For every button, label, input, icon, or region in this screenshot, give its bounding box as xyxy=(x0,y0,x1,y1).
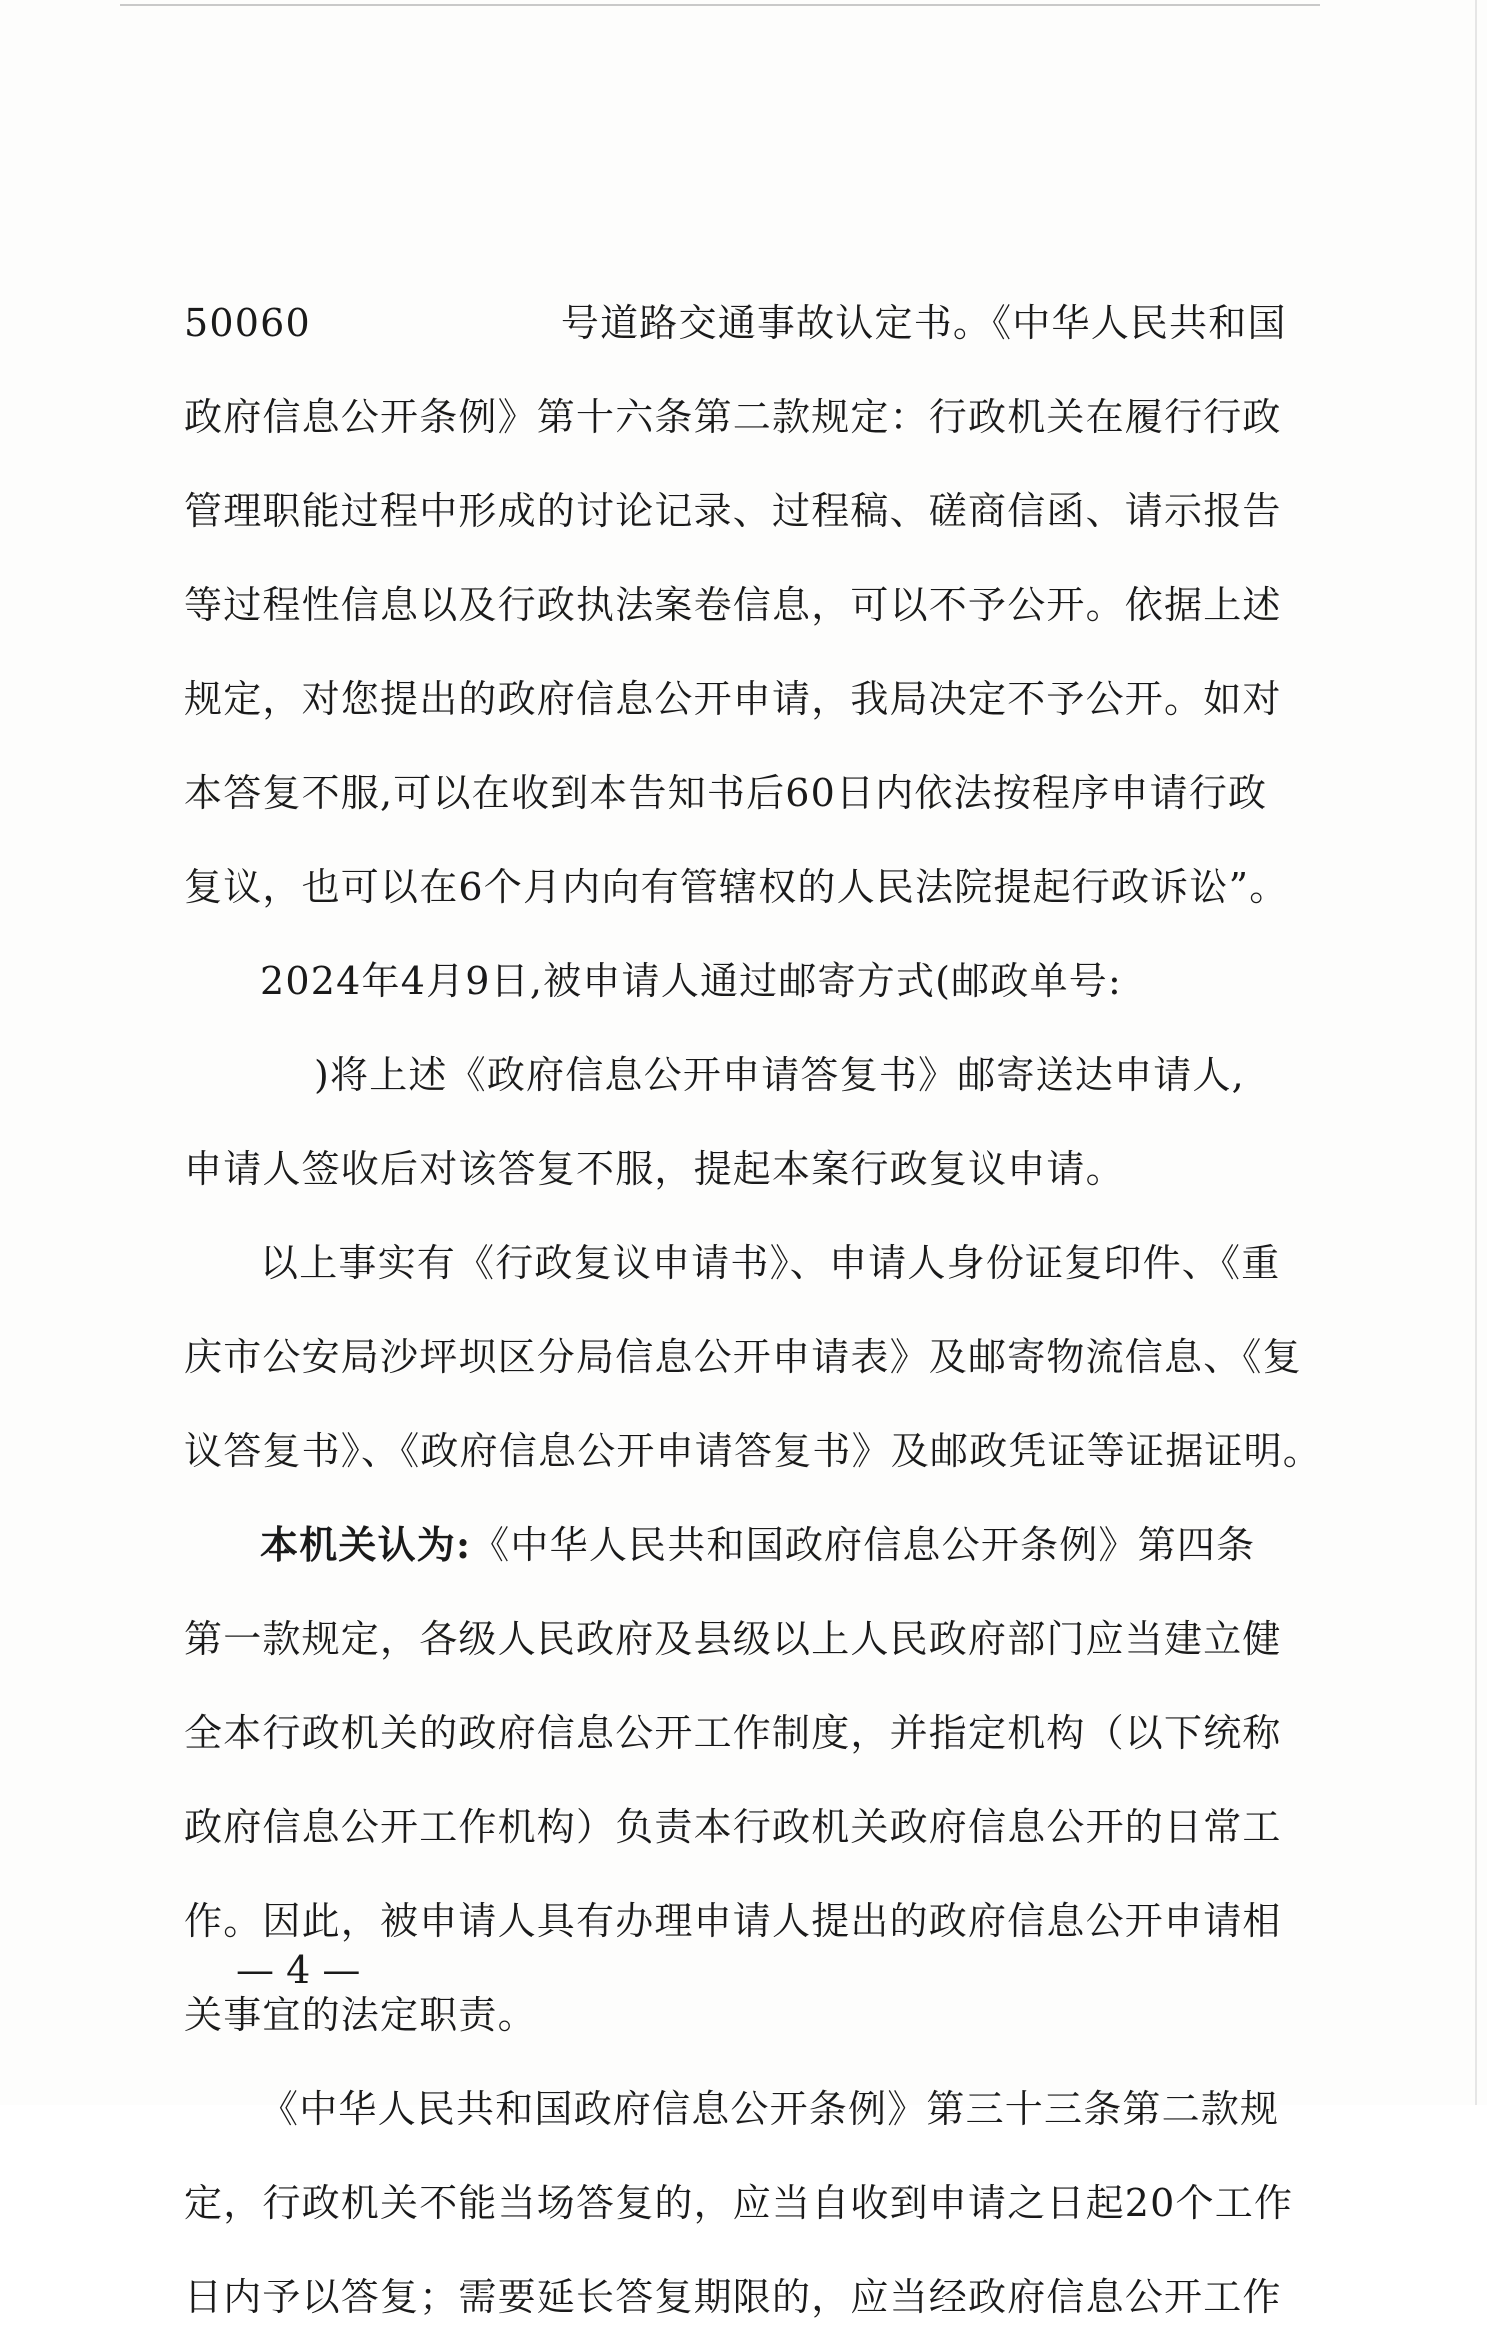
text-line-4: 等过程性信息以及行政执法案卷信息，可以不予公开。依据上述 xyxy=(184,583,1282,627)
text-line-17: 政府信息公开工作机构）负责本行政机关政府信息公开的日常工 xyxy=(184,1805,1282,1849)
text-line-2: 政府信息公开条例》第十六条第二款规定：行政机关在履行行政 xyxy=(184,395,1282,439)
text-line-10: 申请人签收后对该答复不服，提起本案行政复议申请。 xyxy=(184,1147,1125,1191)
text-line-12: 庆市公安局沙坪坝区分局信息公开申请表》及邮寄物流信息、《复 xyxy=(184,1335,1302,1379)
text-line-13: 议答复书》、《政府信息公开申请答复书》及邮政凭证等证据证明。 xyxy=(184,1429,1323,1473)
page-number: — 4 — xyxy=(236,1948,361,1992)
text-line-6: 本答复不服,可以在收到本告知书后60日内依法按程序申请行政 xyxy=(184,771,1268,815)
right-scan-edge xyxy=(1475,0,1477,2105)
text-line-21: 定，行政机关不能当场答复的，应当自收到申请之日起20个工作 xyxy=(184,2181,1294,2225)
redacted-area xyxy=(311,307,561,347)
top-scan-edge xyxy=(120,4,1320,6)
text-line-15: 第一款规定，各级人民政府及县级以上人民政府部门应当建立健 xyxy=(184,1617,1282,1661)
text-line-1: 50060 号道路交通事故认定书。《中华人民共和国 xyxy=(184,301,1287,345)
body-text xyxy=(184,276,1323,2344)
text-line-22: 日内予以答复；需要延长答复期限的，应当经政府信息公开工作 xyxy=(184,2275,1282,2319)
text-line-9: )将上述《政府信息公开申请答复书》邮寄送达申请人, xyxy=(184,1028,1304,1122)
text-line-16: 全本行政机关的政府信息公开工作制度，并指定机构（以下统称 xyxy=(184,1711,1282,1755)
text-line-19: 关事宜的法定职责。 xyxy=(184,1993,537,2037)
text-line-3: 管理职能过程中形成的讨论记录、过程稿、磋商信函、请示报告 xyxy=(184,489,1282,533)
text-line-8: 2024年4月9日,被申请人通过邮寄方式(邮政单号: xyxy=(260,959,1122,1003)
text-line-11: 以上事实有《行政复议申请书》、申请人身份证复印件、《重 xyxy=(260,1241,1281,1285)
text-line-7: 复议，也可以在6个月内向有管辖权的人民法院提起行政诉讼”。 xyxy=(184,865,1289,909)
text-line-14: 本机关认为:《中华人民共和国政府信息公开条例》第四条 xyxy=(260,1522,1256,1567)
redacted-area xyxy=(184,1059,314,1099)
text-line-20: 《中华人民共和国政府信息公开条例》第三十三条第二款规 xyxy=(260,2087,1280,2131)
section-lead: 本机关认为: xyxy=(260,1522,472,1567)
text-line-18: 作。因此，被申请人具有办理申请人提出的政府信息公开申请相 xyxy=(184,1899,1282,1943)
text-line-5: 规定，对您提出的政府信息公开申请，我局决定不予公开。如对 xyxy=(184,677,1282,721)
